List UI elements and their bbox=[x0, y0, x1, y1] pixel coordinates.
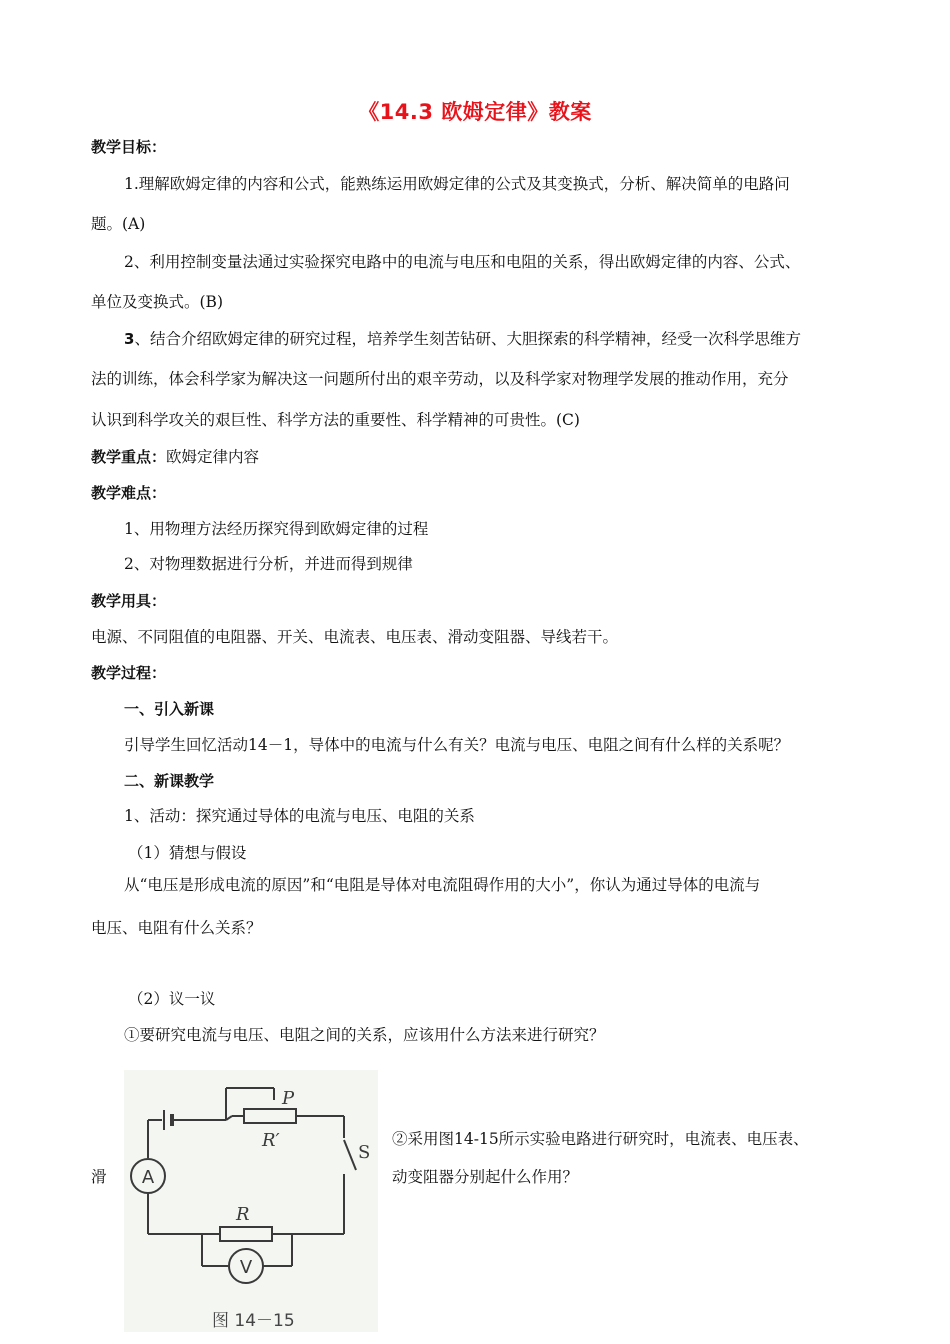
label-p: P bbox=[282, 1088, 295, 1109]
discuss-heading: （2）议一议 bbox=[128, 990, 216, 1008]
objective-3-line-3: 认识到科学攻关的艰巨性、科学方法的重要性、科学精神的可贵性。(C) bbox=[91, 411, 580, 429]
key-point-text: 欧姆定律内容 bbox=[166, 448, 260, 466]
label-a: A bbox=[141, 1167, 155, 1188]
key-point-line bbox=[91, 446, 259, 468]
label-s: S bbox=[358, 1142, 371, 1163]
objective-3-text: 、结合介绍欧姆定律的研究过程，培养学生刻苦钻研、大胆探索的科学精神，经受一次科学思维方 bbox=[134, 330, 801, 348]
objective-2-line-1: 2、利用控制变量法通过实验探究电路中的电流与电压和电阻的关系，得出欧姆定律的内容、公式、 bbox=[124, 253, 801, 271]
difficulty-heading: 教学难点： bbox=[91, 484, 167, 502]
process-heading: 教学过程： bbox=[91, 664, 167, 682]
guess-line-1: 从“电压是形成电流的原因”和“电阻是导体对电流阻碍作用的大小”，你认为通过导体的电流与 bbox=[124, 876, 761, 894]
guess-line-2: 电压、电阻有什么关系？ bbox=[91, 919, 262, 937]
tools-heading: 教学用具： bbox=[91, 592, 167, 610]
objective-3-line-2: 法的训练，体会科学家为解决这一问题所付出的艰辛劳动，以及科学家对物理学发展的推动作用，充分 bbox=[91, 370, 789, 388]
activity-text: 1、活动：探究通过导体的电流与电压、电阻的关系 bbox=[124, 807, 475, 825]
objective-1-line-1: 1.理解欧姆定律的内容和公式，能熟练运用欧姆定律的公式及其变换式，分析、解决简单的电路问 bbox=[124, 175, 790, 193]
objective-3-line-1 bbox=[124, 328, 801, 350]
objective-2-line-2: 单位及变换式。(B) bbox=[91, 293, 223, 311]
guess-heading: （1）猜想与假设 bbox=[128, 844, 247, 862]
section-2-heading: 二、新课教学 bbox=[124, 772, 215, 790]
question-1: ①要研究电流与电压、电阻之间的关系，应该用什么方法来进行研究？ bbox=[124, 1026, 605, 1044]
objective-1-line-2: 题。(A) bbox=[91, 215, 146, 233]
label-r-prime: R′ bbox=[262, 1130, 280, 1151]
section-1-text: 引导学生回忆活动14－1，导体中的电流与什么有关？电流与电压、电阻之间有什么样的关系呢？ bbox=[124, 736, 790, 754]
difficulty-item-1: 1、用物理方法经历探究得到欧姆定律的过程 bbox=[124, 520, 429, 538]
circuit-diagram bbox=[124, 1070, 378, 1332]
question-2-prefix: 滑 bbox=[91, 1168, 107, 1186]
document-title: 《14.3 欧姆定律》教案 bbox=[358, 100, 592, 124]
question-2-line-2: 动变阻器分别起什么作用？ bbox=[392, 1168, 579, 1186]
objective-3-number: 3 bbox=[124, 330, 135, 348]
circuit-diagram-figure bbox=[124, 1070, 378, 1332]
tools-text: 电源、不同阻值的电阻器、开关、电流表、电压表、滑动变阻器、导线若干。 bbox=[91, 628, 619, 646]
rheostat-body bbox=[244, 1109, 296, 1123]
question-2-line-1: ②采用图14-15所示实验电路进行研究时，电流表、电压表、 bbox=[392, 1130, 809, 1148]
label-v: V bbox=[239, 1257, 253, 1278]
section-1-heading: 一、引入新课 bbox=[124, 700, 215, 718]
objectives-heading: 教学目标： bbox=[91, 138, 167, 156]
figure-caption: 图 14－15 bbox=[212, 1311, 295, 1331]
key-point-heading: 教学重点： bbox=[91, 448, 167, 466]
difficulty-item-2: 2、对物理数据进行分析，并进而得到规律 bbox=[124, 555, 413, 573]
label-r: R bbox=[236, 1204, 250, 1225]
resistor-body bbox=[220, 1227, 272, 1241]
switch-blade bbox=[344, 1140, 356, 1170]
